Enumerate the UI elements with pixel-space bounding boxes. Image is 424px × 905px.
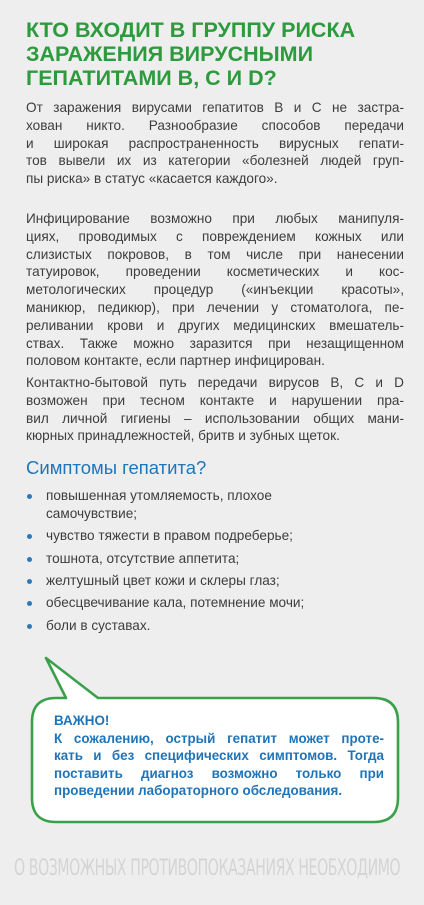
paragraph-line: половом контакте, если партнер инфицирован. xyxy=(26,353,325,369)
list-item-line: повышенная утомляемость, плохое xyxy=(46,488,272,503)
callout-line: проведении лабораторного обследования. xyxy=(54,783,343,799)
list-item-line: самочувствие; xyxy=(46,505,138,521)
paragraph-line: метологических процедур («инъекции красоты», xyxy=(26,282,404,298)
paragraph-line: возможен при тесном контакте и нарушении пра- xyxy=(26,392,404,408)
paragraph-line: кюрных принадлежностей, бритв и зубных щеток. xyxy=(26,428,340,444)
list-item-line: обесцвечивание кала, потемнение мочи; xyxy=(46,595,305,611)
paragraph-line: ствах. Также можно заразится при незащищенном xyxy=(26,335,404,351)
footer-text: О ВОЗМОЖНЫХ ПРОТИВОПОКАЗАНИЯХ НЕОБХОДИМО xyxy=(14,856,401,881)
paragraph-line: От заражения вирусами гепатитов В и С не застра- xyxy=(26,100,404,115)
symptoms-list xyxy=(26,487,396,639)
paragraph-line: реливании крови и других медицинских вмешатель- xyxy=(26,317,404,333)
bullet-icon xyxy=(27,494,32,499)
list-item-line: желтушный цвет кожи и склеры глаз; xyxy=(46,572,280,588)
list-item-line: чувство тяжести в правом подреберье; xyxy=(46,528,293,544)
paragraph-household-contact xyxy=(26,374,404,445)
bullet-icon xyxy=(27,557,32,562)
callout-line: К сожалению, острый гепатит может проте- xyxy=(54,730,384,746)
paragraph-infection-routes xyxy=(26,210,404,370)
list-item xyxy=(26,487,396,523)
title-line: КТО ВХОДИТ В ГРУППУ РИСКА xyxy=(26,18,356,42)
list-item xyxy=(26,594,396,612)
list-item xyxy=(26,617,396,635)
paragraph-line: татуировок, проведении косметических и кос- xyxy=(26,264,404,280)
paragraph-line: тов вывели их из категории «болезней людей груп- xyxy=(26,153,404,169)
callout-line: кать и без специфических симптомов. Тогда xyxy=(54,748,384,764)
list-item xyxy=(26,527,396,545)
bullet-icon xyxy=(27,534,32,539)
paragraph-risk-everyone xyxy=(26,99,404,188)
bullet-icon xyxy=(27,624,32,629)
title-line: ГЕПАТИТАМИ В, С И D? xyxy=(26,66,277,90)
bullet-icon xyxy=(27,579,32,584)
list-item-line: тошнота, отсутствие аппетита; xyxy=(46,550,240,566)
symptoms-heading: Симптомы гепатита? xyxy=(26,457,207,478)
paragraph-line: вил личной гигиены – использовании общих мани- xyxy=(26,410,404,426)
paragraph-line: слизистых покровов, в том числе при нанесении xyxy=(26,246,404,262)
paragraph-line: и широкая распространенность вирусных гепати- xyxy=(26,135,404,151)
paragraph-line: циях, проводимых с повреждением кожных или xyxy=(26,228,404,244)
paragraph-line: хован никто. Разнообразие способов передачи xyxy=(26,117,404,133)
paragraph-line: маникюр, педикюр), при лечении у стоматолога, пе- xyxy=(26,299,404,315)
footer-band xyxy=(0,850,424,890)
paragraph-line: пы риска» в статус «касается каждого». xyxy=(26,171,278,187)
paragraph-line: Контактно-бытовой путь передачи вирусов В, С и D xyxy=(26,375,404,390)
callout-heading: ВАЖНО! xyxy=(54,713,110,728)
list-item xyxy=(26,550,396,568)
list-item-line: боли в суставах. xyxy=(46,617,151,633)
important-callout xyxy=(26,654,408,826)
callout-text xyxy=(54,712,384,800)
title-line: ЗАРАЖЕНИЯ ВИРУСНЫМИ xyxy=(26,42,314,66)
paragraph-line: Инфицирование возможно при любых манипуля- xyxy=(26,211,404,226)
callout-line: поставить диагноз возможно только при xyxy=(54,765,384,781)
bullet-icon xyxy=(27,601,32,606)
list-item xyxy=(26,572,396,590)
page-title xyxy=(26,18,406,90)
